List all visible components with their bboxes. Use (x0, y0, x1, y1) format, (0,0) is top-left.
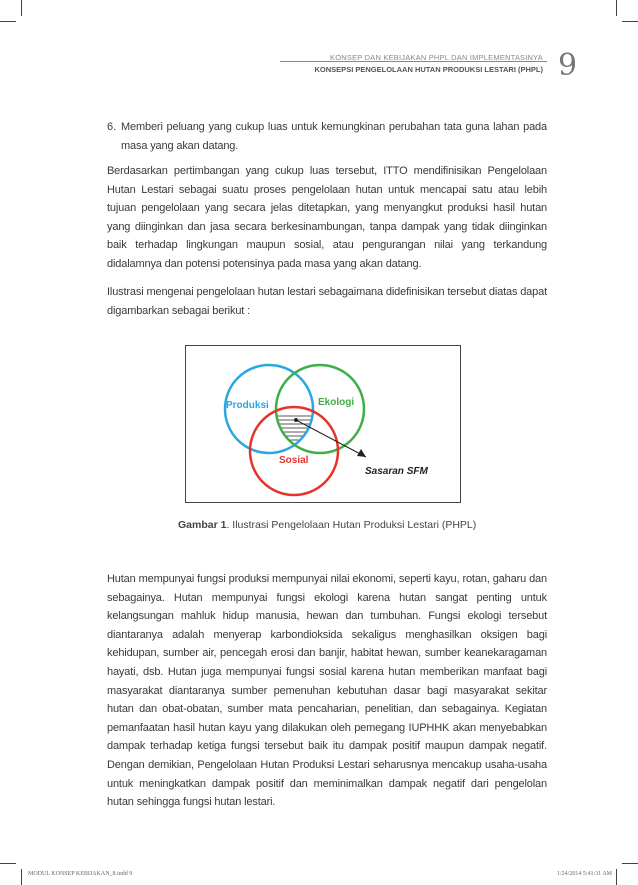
label-sosial: Sosial (279, 455, 309, 466)
caption-text: . Ilustrasi Pengelolaan Hutan Produksi Lestari (PHPL) (226, 519, 477, 531)
crop-mark (622, 21, 638, 22)
crop-mark (622, 863, 638, 864)
paragraph-illustration-intro: Ilustrasi mengenai pengelolaan hutan lestari sebagaimana didefinisikan tersebut diatas dapat digambarkan sebagai berikut : (107, 286, 547, 317)
arrow-origin-dot (294, 418, 298, 422)
paragraph-forest-functions: Hutan mempunyai fungsi produksi mempunyai nilai ekonomi, seperti kayu, rotan, gaharu dan sebagainya. Hutan mempunyai fungsi ekologi karena hutan sangat penting untuk kelangsungan mahluk hidup manusia, hewan dan tumbuhan. Fungsi ekologi tersebut diantaranya adalah menyerap karbondioksida sekaligus menghasilkan oksigen bagi kehidupan, sumber air, pencegah erosi dan banjir, habitat hewan, sumber keanekaragaman hayati, dsb. Hutan juga mempunyai fungsi sosial karena hutan memberikan manfaat bagi masyarakat diantaranya sumber pemenuhan kebutuhan dasar bagi masyarakat sekitar hutan dan obat-obatan, sumber mata pencaharian, penelitian, dan sebagainya. Kegiatan pemanfaatan hasil hutan kayu yang dilakukan oleh pemegang IUPHHK akan menyebabkan dampak terhadap ketiga fungsi tersebut baik itu dampak positif maupun dampak negatif. Dengan demikian, Pengelolaan Hutan Produksi Lestari seharusnya mencakup usaha-usaha untuk meningkatkan dampak positif dan meminimalkan dampak negatif dari pengelolan hutan sehingga fungsi hutan lestari. (107, 573, 547, 809)
list-item-text: Memberi peluang yang cukup luas untuk kemungkinan perubahan tata guna lahan pada masa yang akan datang. (121, 121, 547, 152)
paragraph-definition: Berdasarkan pertimbangan yang cukup luas tersebut, ITTO mendifinisikan Pengelolaan Hutan Lestari sebagai suatu proses pengelolaan hutan untuk mencapai satu atau lebih tujuan pengelolaan yang secara jelas ditetapkan, yang menyangkut produksi hasil hutan yang diinginkan dan jasa secara berkesinambungan, tanpa dampak yang tidak diinginkan baik terhadap lingkungan maupun sosial, atau pengurangan nilai yang terkandung didalamnya dan potensi potensinya pada masa yang akan datang. (107, 165, 547, 270)
figure-frame (185, 345, 461, 503)
footer-timestamp: 1/24/2014 5:41:31 AM (556, 871, 612, 877)
figure-caption (178, 519, 476, 531)
list-item-number: 6. (107, 121, 117, 133)
ekologi-circle (276, 365, 364, 453)
label-ekologi: Ekologi (318, 397, 355, 408)
running-header-subtitle: KONSEPSI PENGELOLAAN HUTAN PRODUKSI LESTARI (PHPL) (314, 65, 543, 74)
label-produksi: Produksi (226, 400, 269, 411)
crop-mark (616, 869, 617, 885)
crop-mark (0, 21, 16, 22)
footer-file-name: MODUL KONSEP KEBIJAKAN_8.indd 9 (28, 871, 133, 877)
label-sasaran-sfm: Sasaran SFM (365, 466, 428, 477)
header-divider (280, 61, 547, 62)
crop-mark (21, 0, 22, 16)
caption-label: Gambar 1 (178, 519, 227, 531)
crop-mark (21, 869, 22, 885)
list-item (107, 118, 547, 155)
crop-mark (0, 863, 16, 864)
venn-diagram (186, 346, 460, 502)
page-number: 9 (558, 48, 578, 83)
crop-mark (616, 0, 617, 16)
running-header-title: KONSEP DAN KEBIJAKAN PHPL DAN IMPLEMENTASINYA (330, 53, 543, 62)
